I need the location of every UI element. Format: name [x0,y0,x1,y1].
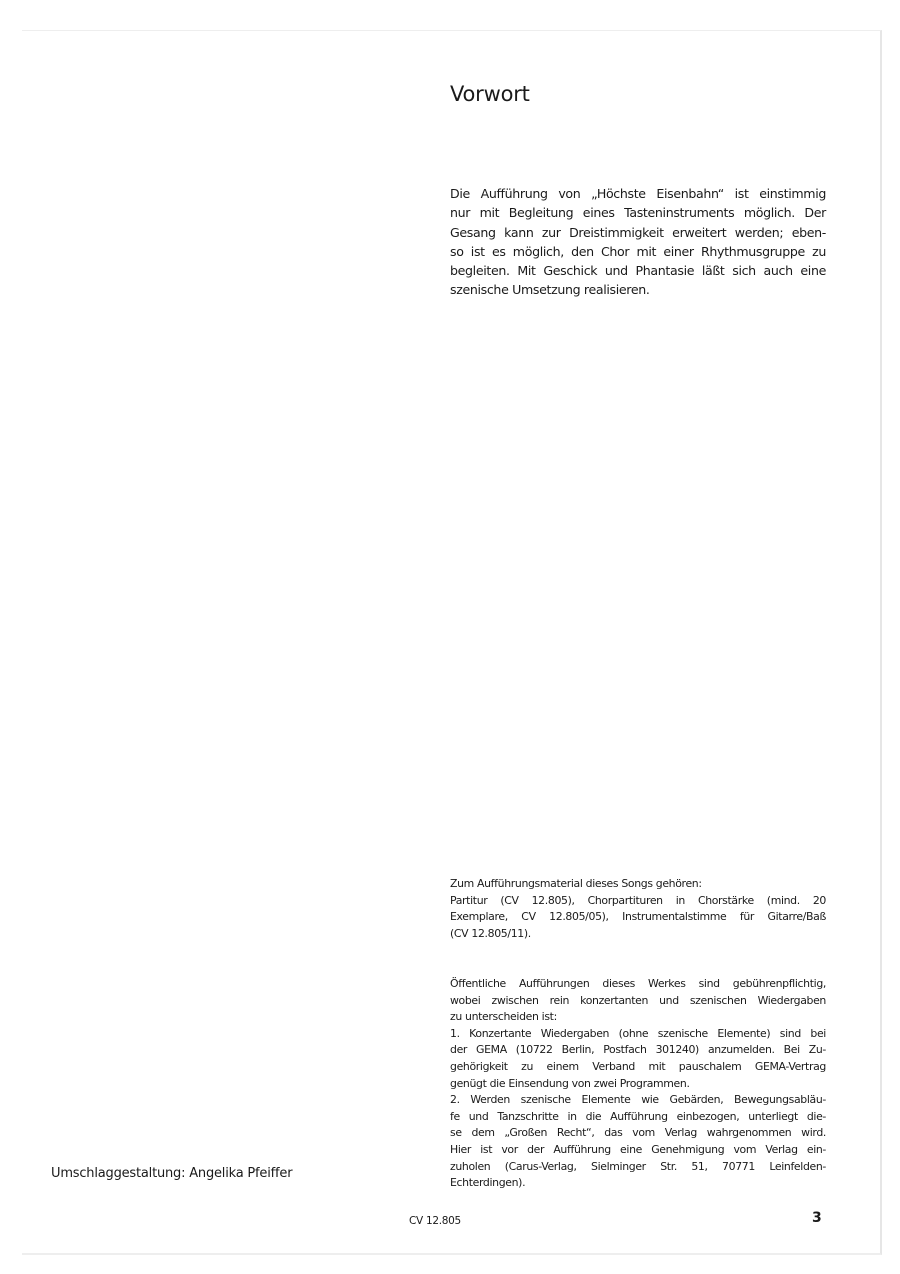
material-line: Zum Aufführungsmaterial dieses Songs gehören: [450,877,702,890]
rights-line: se dem „Großen Recht“, das vom Verlag wahrgenommen wird. [450,1126,826,1140]
rights-line: 2. Werden szenische Elemente wie Gebärden, Bewegungsabläu- [450,1093,826,1107]
rights-line: 1. Konzertante Wiedergaben (ohne szenische Elemente) sind bei [450,1026,826,1040]
rights-line: Echterdingen). [450,1176,526,1190]
intro-line: szenische Umsetzung realisieren. [450,282,650,298]
intro-line: begleiten. Mit Geschick und Phantasie läßt sich auch eine [450,263,826,279]
rights-line: zuholen (Carus-Verlag, Sielminger Str. 51, 70771 Leinfelden- [450,1159,826,1173]
intro-line: Gesang kann zur Dreistimmigkeit erweitert werden; eben- [450,224,826,240]
document-page [22,30,882,1255]
page-number: 3 [812,1210,822,1226]
rights-line: Öffentliche Aufführungen dieses Werkes sind gebührenpflichtig, [450,977,826,990]
material-line: (CV 12.805/11). [450,926,531,940]
performance-material-note [450,876,826,942]
performance-rights-note [450,976,826,1192]
material-line: Partitur (CV 12.805), Chorpartituren in Chorstärke (mind. 20 [450,893,826,907]
page-title: Vorwort [450,82,530,106]
rights-line: Hier ist vor der Aufführung eine Genehmigung vom Verlag ein- [450,1142,826,1156]
intro-paragraph [450,184,826,300]
intro-line: nur mit Begleitung eines Tasteninstruments möglich. Der [450,205,826,221]
rights-line: gehörigkeit zu einem Verband mit pauschalem GEMA-Vertrag [450,1059,826,1073]
catalog-number: CV 12.805 [409,1215,461,1227]
rights-line: der GEMA (10722 Berlin, Postfach 301240) anzumelden. Bei Zu- [450,1043,826,1057]
rights-line: fe und Tanzschritte in die Aufführung einbezogen, unterliegt die- [450,1109,826,1123]
cover-design-credit: Umschlaggestaltung: Angelika Pfeiffer [51,1166,293,1181]
rights-line: wobei zwischen rein konzertanten und szenischen Wiedergaben [450,993,826,1007]
rights-line: genügt die Einsendung von zwei Programmen. [450,1076,690,1090]
intro-line: Die Aufführung von „Höchste Eisenbahn“ ist einstimmig [450,186,826,201]
material-line: Exemplare, CV 12.805/05), Instrumentalstimme für Gitarre/Baß [450,910,826,924]
rights-line: zu unterscheiden ist: [450,1010,557,1024]
intro-line: so ist es möglich, den Chor mit einer Rhythmusgruppe zu [450,243,826,259]
